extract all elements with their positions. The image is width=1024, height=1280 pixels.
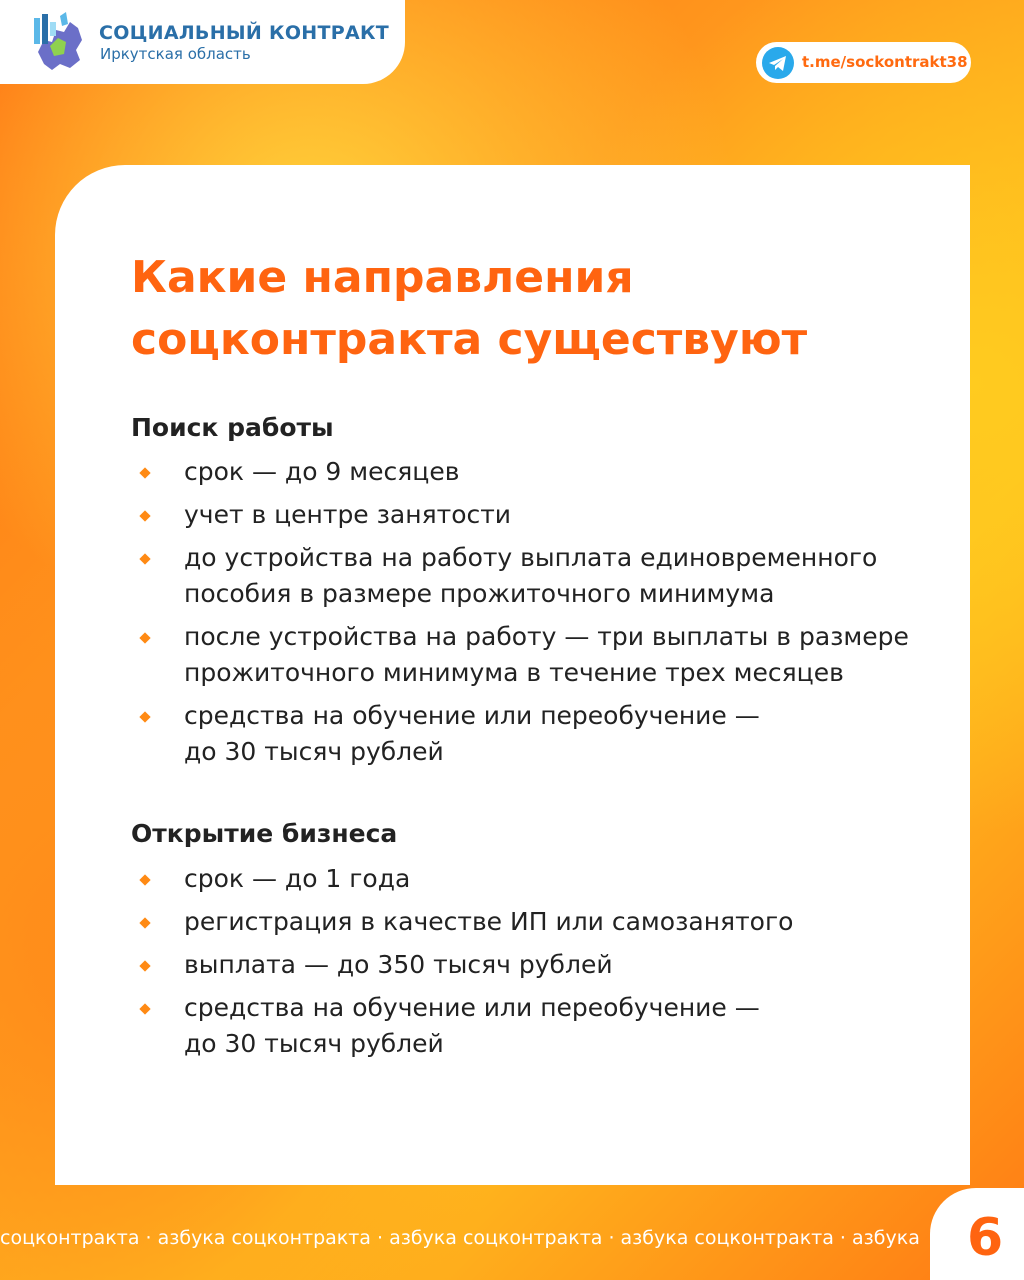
list-item: регистрация в качестве ИП или самозанятого <box>131 904 951 940</box>
bullet-diamond-icon <box>139 917 150 928</box>
page-title <box>131 247 931 371</box>
bullet-diamond-icon <box>139 553 150 564</box>
telegram-link-text[interactable]: t.me/sockontrakt38 <box>802 53 968 71</box>
bullet-diamond-icon <box>139 874 150 885</box>
irkutsk-region-logo-icon <box>30 12 90 74</box>
list-item: до устройства на работу выплата единовременного пособия в размере прожиточного минимума <box>131 540 951 612</box>
business-list <box>131 861 951 1069</box>
telegram-link-button[interactable] <box>756 42 971 83</box>
header-brand-panel <box>0 0 405 84</box>
list-item: средства на обучение или переобучение — до 30 тысяч рублей <box>131 990 784 1062</box>
bullet-diamond-icon <box>139 711 150 722</box>
bullet-diamond-icon <box>139 510 150 521</box>
title-line-2: соцконтракта существуют <box>131 314 808 365</box>
section-title-business: Открытие бизнеса <box>131 819 398 848</box>
bullet-diamond-icon <box>139 1003 150 1014</box>
brand-title: СОЦИАЛЬНЫЙ КОНТРАКТ <box>99 22 390 44</box>
list-item: после устройства на работу — три выплаты в размере прожиточного минимума в течение трех месяцев <box>131 619 951 691</box>
list-item: выплата — до 350 тысяч рублей <box>131 947 951 983</box>
list-item: срок — до 9 месяцев <box>131 454 951 490</box>
section-title-job-search: Поиск работы <box>131 413 334 442</box>
list-item: срок — до 1 года <box>131 861 951 897</box>
brand-subtitle: Иркутская область <box>100 45 251 63</box>
list-item: учет в центре занятости <box>131 497 951 533</box>
bullet-diamond-icon <box>139 960 150 971</box>
page-number: 6 <box>967 1208 1004 1268</box>
footer-ticker: соцконтракта · азбука соцконтракта · азбука соцконтракта · азбука соцконтракта · азбука <box>0 1227 920 1249</box>
list-item: средства на обучение или переобучение — до 30 тысяч рублей <box>131 698 784 770</box>
job-search-list <box>131 454 951 777</box>
content-card <box>55 165 970 1185</box>
bullet-diamond-icon <box>139 467 150 478</box>
telegram-icon <box>762 47 794 79</box>
title-line-1: Какие направления <box>131 252 634 303</box>
bullet-diamond-icon <box>139 632 150 643</box>
